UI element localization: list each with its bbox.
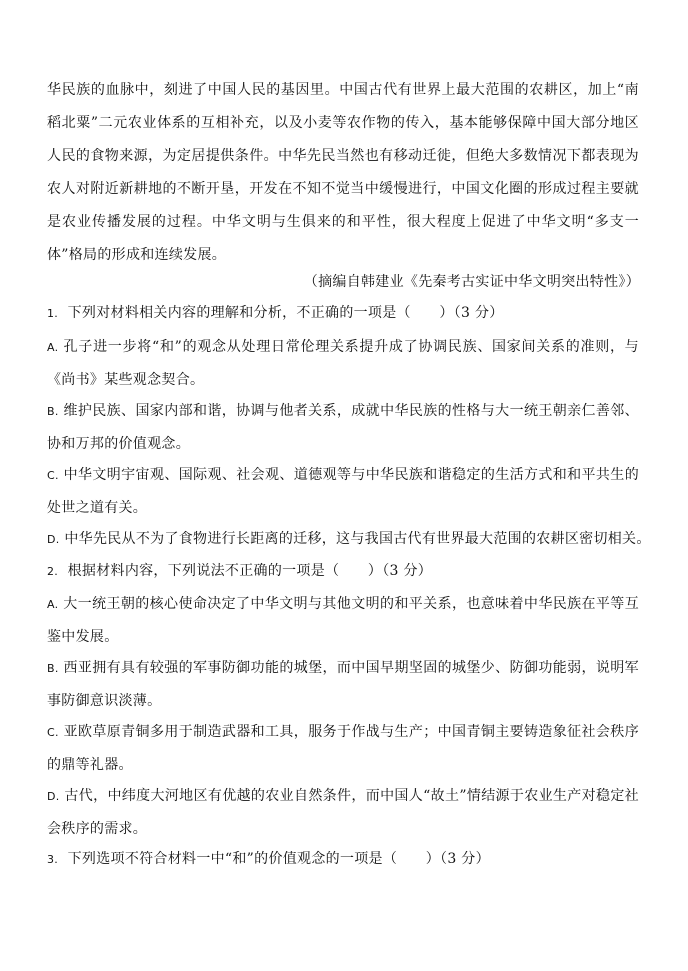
option-label: C.	[47, 726, 59, 739]
option-text: 西亚拥有具有较强的军事防御功能的城堡，而中国早期坚固的城堡少、防御功能弱，说明军事防御意识淡薄。	[47, 660, 639, 709]
option-label: D.	[47, 533, 60, 546]
question-1-option-b	[47, 395, 639, 461]
passage-paragraph: 华民族的血脉中，刻进了中国人民的基因里。中国古代有世界上最大范围的农耕区，加上“南稻北粟”二元农业体系的互相补充，以及小麦等农作物的传入，基本能够保障中国大部分地区人民的食物来源，为定居提供条件。中华先民当然也有移动迁徙，但绝大多数情况下都表现为农人对附近新耕地的不断开垦，开发在不知不觉当中缓慢进行，中国文化圈的形成过程主要就是农业传播发展的过程。中华文明与生俱来的和平性，很大程度上促进了中华文明“多支一体”格局的形成和连续发展。	[47, 82, 639, 263]
option-label: B.	[47, 405, 59, 418]
question-1-number: 1.	[47, 307, 59, 320]
option-label: B.	[47, 662, 59, 675]
question-2-stem	[47, 555, 647, 588]
question-2-option-a	[47, 588, 639, 654]
question-1-stem	[47, 297, 647, 330]
question-2-text: 根据材料内容，下列说法不正确的一项是（ ）（3 分）	[67, 563, 433, 579]
option-text: 古代，中纬度大河地区有优越的农业自然条件，而中国人“故土”情结源于农业生产对稳定社会秩序的需求。	[47, 788, 639, 837]
option-text: 中华先民从不为了食物进行长距离的迁移，这与我国古代有世界最大范围的农耕区密切相关。	[64, 531, 651, 547]
question-2-option-b	[47, 652, 639, 718]
question-2-number: 2.	[47, 565, 59, 578]
option-text: 亚欧草原青铜多用于制造武器和工具，服务于作战与生产；中国青铜主要铸造象征社会秩序的鼎等礼器。	[47, 724, 639, 773]
question-1-option-c	[47, 459, 639, 525]
option-label: A.	[47, 598, 59, 611]
question-3-stem	[47, 843, 647, 876]
question-2-option-c	[47, 716, 639, 782]
question-2-option-d	[47, 780, 639, 846]
question-1-text: 下列对材料相关内容的理解和分析，不正确的一项是（ ）（3 分）	[67, 305, 504, 321]
question-3-text: 下列选项不符合材料一中“和”的价值观念的一项是（ ）（3 分）	[67, 851, 490, 867]
question-3-number: 3.	[47, 853, 59, 866]
option-label: A.	[47, 341, 59, 354]
option-label: C.	[47, 469, 59, 482]
question-1-option-a	[47, 331, 639, 397]
option-text: 大一统王朝的核心使命决定了中华文明与其他文明的和平关系，也意味着中华民族在平等互鉴中发展。	[47, 596, 639, 645]
option-text: 维护民族、国家内部和谐，协调与他者关系，成就中华民族的性格与大一统王朝亲仁善邻、协和万邦的价值观念。	[47, 403, 639, 452]
option-text: 中华文明宇宙观、国际观、社会观、道德观等与中华民族和谐稳定的生活方式和和平共生的处世之道有关。	[47, 467, 639, 516]
option-label: D.	[47, 790, 60, 803]
question-1-option-d	[47, 523, 651, 556]
option-text: 孔子进一步将“和”的观念从处理日常伦理关系提升成了协调民族、国家间关系的准则，与《尚书》某些观念契合。	[47, 339, 639, 388]
passage-source: （摘编自韩建业《先秦考古实证中华文明突出特性》）	[303, 274, 640, 290]
